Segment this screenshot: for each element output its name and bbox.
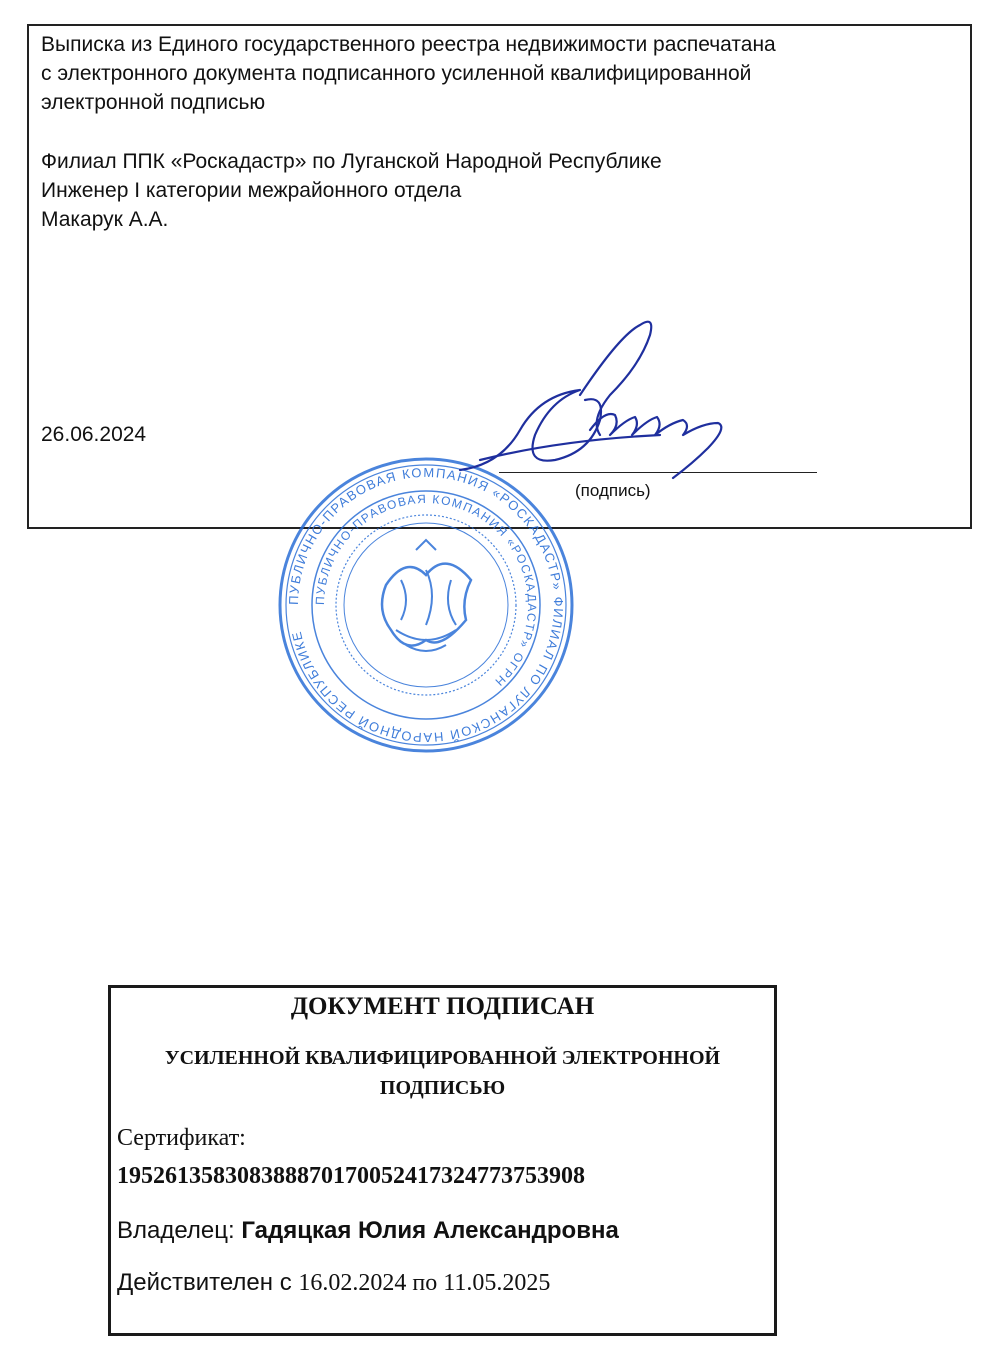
organization-block bbox=[41, 147, 662, 234]
svg-text:ПУБЛИЧНО-ПРАВОВАЯ КОМПАНИЯ «РО: ПУБЛИЧНО-ПРАВОВАЯ КОМПАНИЯ «РОСКАДАСТР» ОГРН bbox=[312, 491, 540, 690]
validity-mid: по bbox=[406, 1270, 444, 1296]
signature-caption: (подпись) bbox=[575, 481, 651, 500]
official-seal bbox=[276, 455, 576, 755]
owner-label: Владелец: bbox=[117, 1217, 242, 1244]
organization-name: Филиал ППК «Роскадастр» по Луганской Народной Республике bbox=[41, 150, 662, 173]
valid-to: 11.05.2025 bbox=[443, 1270, 551, 1296]
stamp-subtitle-line: УСИЛЕННОЙ КВАЛИФИЦИРОВАННОЙ ЭЛЕКТРОННОЙ bbox=[164, 1047, 721, 1069]
valid-from: 16.02.2024 bbox=[298, 1270, 407, 1296]
extract-notice bbox=[41, 30, 776, 117]
notice-line: электронной подписью bbox=[41, 91, 266, 114]
official-name: Макарук А.А. bbox=[41, 208, 169, 231]
official-position: Инженер I категории межрайонного отдела bbox=[41, 179, 462, 202]
certificate-number: 195261358308388870170052417324773753908 bbox=[117, 1163, 585, 1189]
handwritten-signature bbox=[440, 320, 790, 500]
owner-row bbox=[117, 1217, 619, 1245]
electronic-signature-stamp bbox=[108, 985, 777, 1336]
certificate-label: Сертификат: bbox=[117, 1125, 246, 1151]
notice-line: с электронного документа подписанного усиленной квалифицированной bbox=[41, 62, 752, 85]
stamp-subtitle bbox=[111, 1043, 774, 1103]
validity-prefix: Действителен с bbox=[117, 1269, 299, 1296]
stamp-title: ДОКУМЕНТ ПОДПИСАН bbox=[290, 993, 595, 1020]
stamp-subtitle-line: ПОДПИСЬЮ bbox=[379, 1077, 506, 1099]
extract-date: 26.06.2024 bbox=[41, 423, 147, 446]
validity-period bbox=[117, 1269, 550, 1297]
svg-text:ПУБЛИЧНО-ПРАВОВАЯ КОМПАНИЯ «РО: ПУБЛИЧНО-ПРАВОВАЯ КОМПАНИЯ «РОСКАДАСТР» ФИЛИАЛ ПО ЛУГАНСКОЙ НАРОДНОЙ РЕСПУБЛИКЕ bbox=[285, 464, 567, 746]
owner-name: Гадяцкая Юлия Александровна bbox=[241, 1217, 619, 1244]
notice-line: Выписка из Единого государственного реестра недвижимости распечатана bbox=[41, 33, 776, 56]
